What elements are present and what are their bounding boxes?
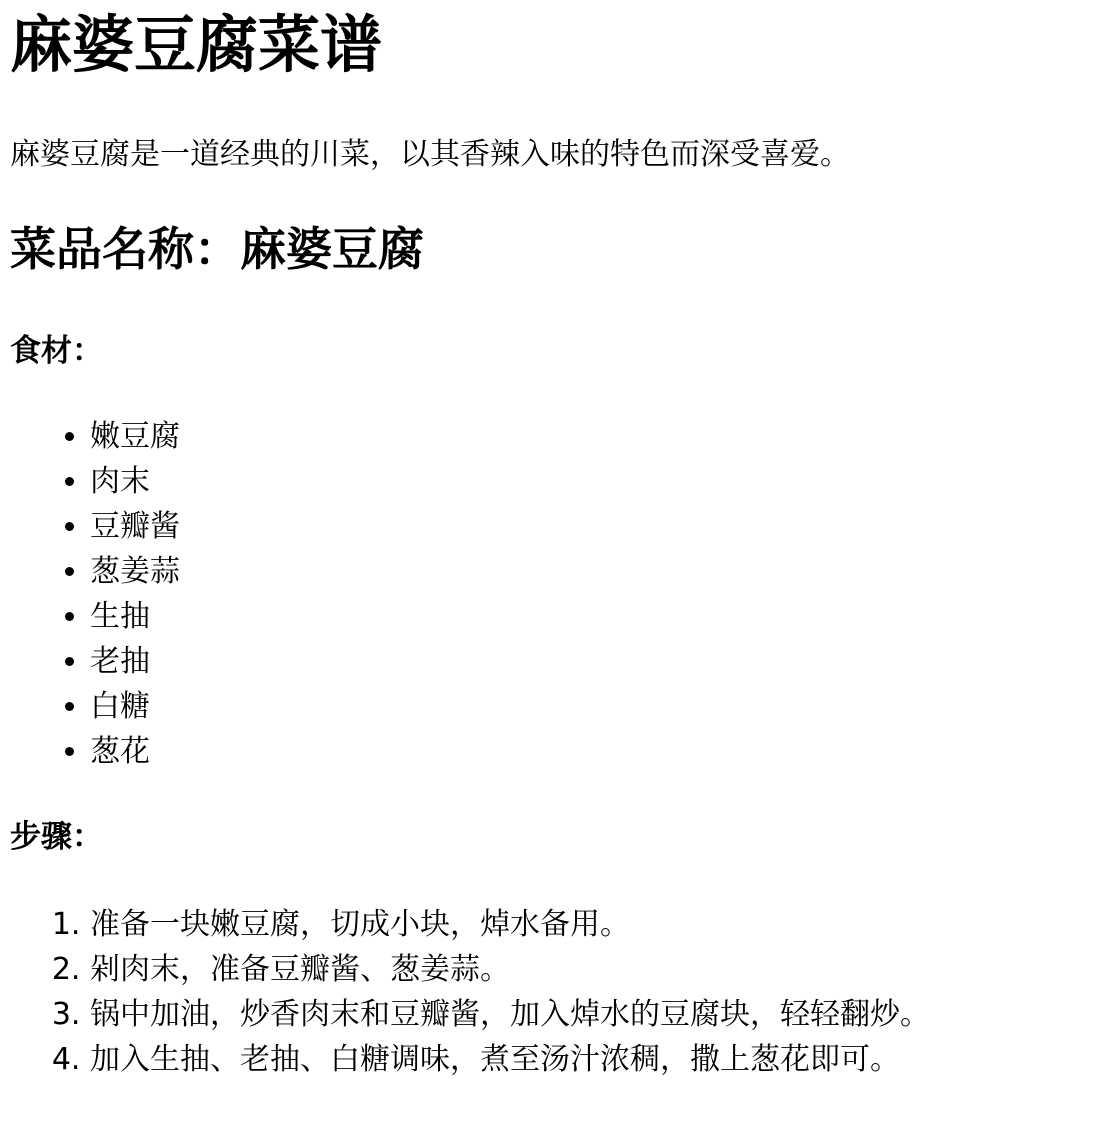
ingredients-heading: 食材： [10, 333, 103, 369]
ingredient-item: • 白糖 [90, 684, 1100, 729]
ingredient-item: • 葱姜蒜 [90, 549, 1100, 594]
ingredient-item: • 葱花 [90, 729, 1100, 774]
step-item: 4. 加入生抽、老抽、白糖调味，煮至汤汁浓稠，撒上葱花即可。 [90, 1037, 1100, 1082]
ingredient-item: • 嫩豆腐 [90, 414, 1100, 459]
steps-heading: 步骤： [10, 819, 103, 855]
ingredient-item: • 肉末 [90, 459, 1100, 504]
ingredient-item: • 豆瓣酱 [90, 504, 1100, 549]
page-title: 麻婆豆腐菜谱 [10, 8, 383, 81]
ingredient-item: • 生抽 [90, 594, 1100, 639]
step-item: 2. 剁肉末，准备豆瓣酱、葱姜蒜。 [90, 947, 1100, 992]
step-item: 1. 准备一块嫩豆腐，切成小块，焯水备用。 [90, 902, 1100, 947]
dish-name-heading: 菜品名称：麻婆豆腐 [10, 222, 424, 276]
steps-list [10, 902, 1100, 1082]
ingredient-item: • 老抽 [90, 639, 1100, 684]
step-item: 3. 锅中加油，炒香肉末和豆瓣酱，加入焯水的豆腐块，轻轻翻炒。 [90, 992, 1100, 1037]
intro-paragraph: 麻婆豆腐是一道经典的川菜，以其香辣入味的特色而深受喜爱。 [10, 137, 850, 172]
ingredients-list [10, 414, 1100, 774]
